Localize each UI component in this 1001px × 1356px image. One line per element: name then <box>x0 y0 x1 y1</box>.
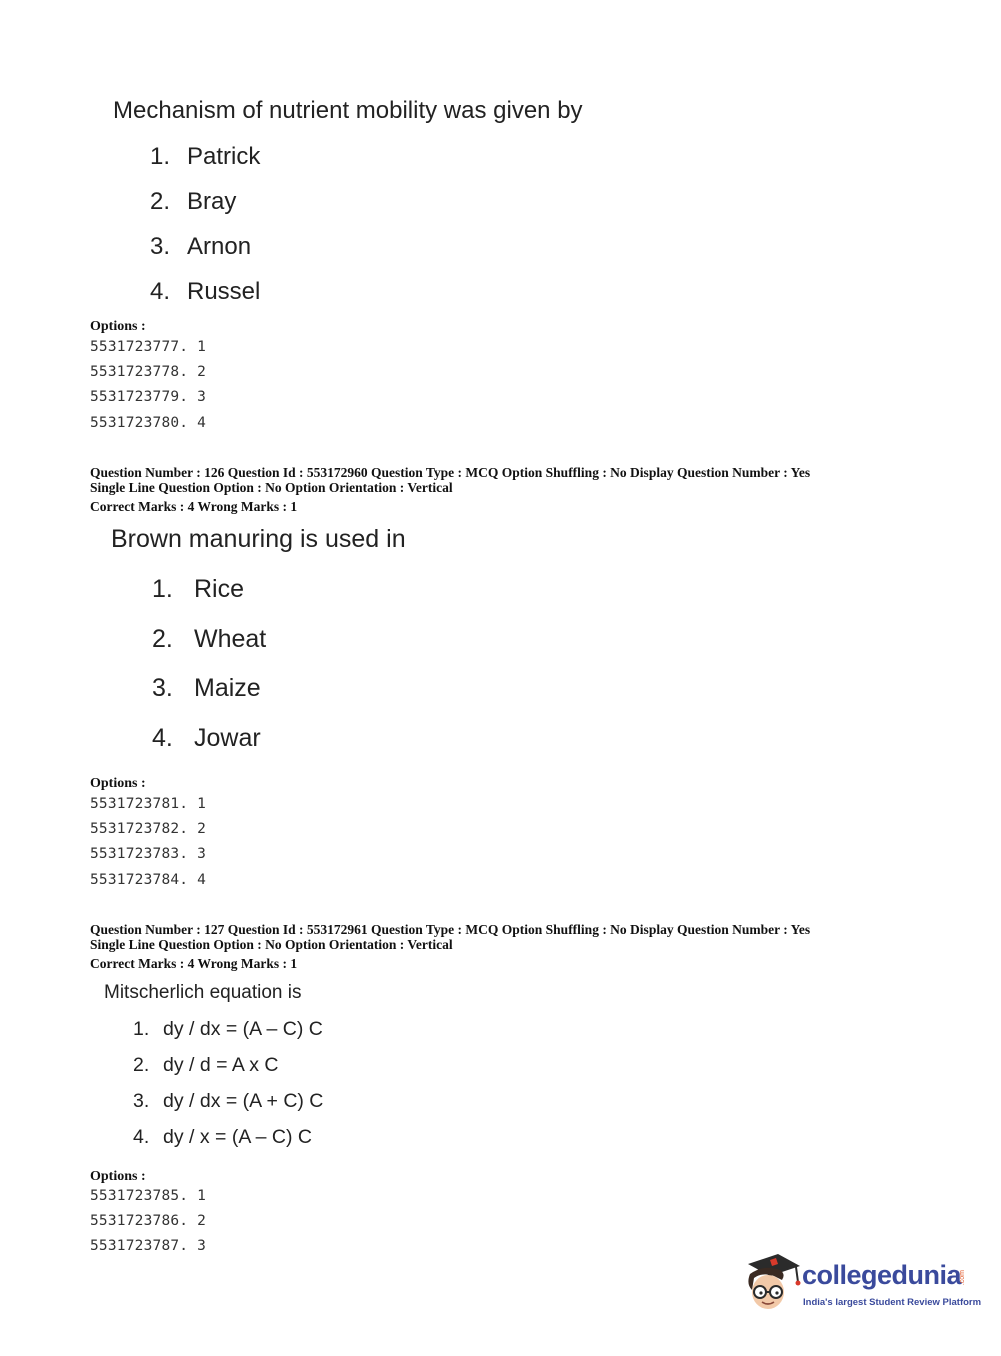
choice-4: 4. Jowar <box>152 724 261 752</box>
question-marks: Correct Marks : 4 Wrong Marks : 1 <box>90 956 298 971</box>
choice-3: 3. Maize <box>152 674 261 702</box>
choice-2: 2. dy / d = A x C <box>133 1054 279 1076</box>
options-label: Options : <box>90 1169 146 1184</box>
option-id-2: 5531723778. 2 <box>90 364 207 380</box>
question-stem: Mechanism of nutrient mobility was given by <box>113 97 583 124</box>
option-id-2: 5531723786. 2 <box>90 1213 207 1229</box>
mascot-icon <box>740 1250 802 1320</box>
choice-4: 4. dy / x = (A – C) C <box>133 1126 313 1148</box>
choice-1: 1. dy / dx = (A – C) C <box>133 1018 323 1040</box>
question-meta-line1: Question Number : 127 Question Id : 553172961 Question Type : MCQ Option Shuffling : No Display Question Number : Yes <box>90 922 811 937</box>
choice-1: 1. Rice <box>152 575 245 603</box>
option-id-3: 5531723787. 3 <box>90 1238 207 1254</box>
logo-wordmark: collegedunia <box>802 1260 962 1290</box>
question-meta-line2: Single Line Question Option : No Option Orientation : Vertical <box>90 480 453 495</box>
choice-1: 1. Patrick <box>150 143 261 170</box>
option-id-3: 5531723779. 3 <box>90 389 207 405</box>
question-meta-line2: Single Line Question Option : No Option Orientation : Vertical <box>90 937 453 952</box>
choice-4: 4. Russel <box>150 278 261 305</box>
question-meta-line1: Question Number : 126 Question Id : 553172960 Question Type : MCQ Option Shuffling : No Display Question Number : Yes <box>90 465 811 480</box>
logo-suffix: .com <box>959 1270 966 1286</box>
choice-2: 2. Wheat <box>152 625 267 653</box>
choice-3: 3. Arnon <box>150 233 252 260</box>
choice-3: 3. dy / dx = (A + C) C <box>133 1090 324 1112</box>
option-id-3: 5531723783. 3 <box>90 846 207 862</box>
question-stem: Brown manuring is used in <box>111 525 406 553</box>
options-label: Options : <box>90 776 146 791</box>
option-id-4: 5531723780. 4 <box>90 415 207 431</box>
logo-tagline: India's largest Student Review Platform <box>803 1297 982 1308</box>
question-stem: Mitscherlich equation is <box>104 982 302 1003</box>
collegedunia-logo <box>740 1250 980 1320</box>
option-id-4: 5531723784. 4 <box>90 872 207 888</box>
option-id-1: 5531723777. 1 <box>90 339 207 355</box>
option-id-1: 5531723781. 1 <box>90 796 207 812</box>
options-label: Options : <box>90 319 146 334</box>
question-marks: Correct Marks : 4 Wrong Marks : 1 <box>90 499 298 514</box>
choice-2: 2. Bray <box>150 188 237 215</box>
option-id-1: 5531723785. 1 <box>90 1188 207 1204</box>
option-id-2: 5531723782. 2 <box>90 821 207 837</box>
